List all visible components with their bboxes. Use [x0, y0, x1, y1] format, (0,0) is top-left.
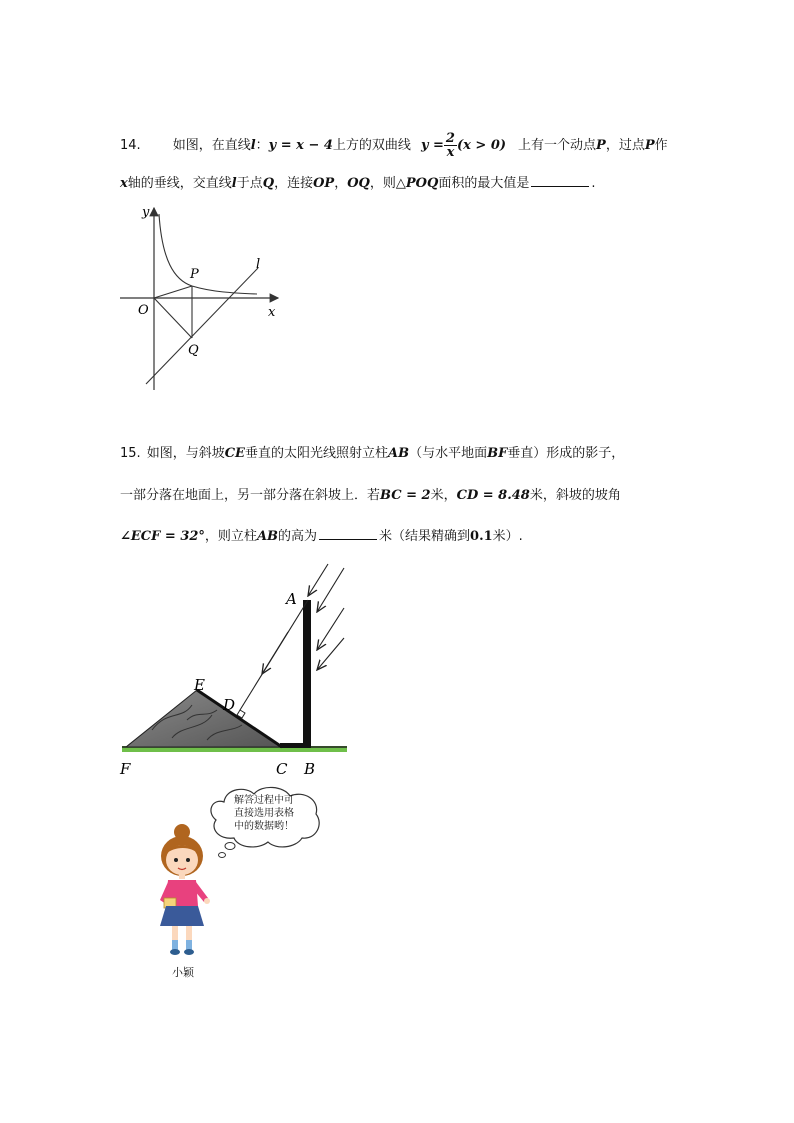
- sun-ray-arrow: [262, 632, 288, 674]
- line-equation: y = x − 4: [268, 138, 333, 153]
- slope-rock: [126, 690, 282, 747]
- bubble-line-1: 解答过程中可: [234, 795, 294, 806]
- q15-line2: 一部分落在地面上，另一部分落在斜坡上．若BC = 2米，CD = 8.48米，斜坡的坡角: [120, 488, 621, 503]
- segment-oq: [154, 298, 192, 338]
- segment-op: [154, 286, 192, 298]
- bubble-line-3: 中的数据哟！: [234, 821, 294, 832]
- answer-blank-15[interactable]: [319, 527, 377, 540]
- hyperbola-curve: [159, 214, 257, 294]
- label-d: D: [223, 696, 236, 714]
- label-x: x: [268, 305, 276, 320]
- sun-ray-3: [317, 608, 344, 650]
- label-p: P: [190, 267, 199, 282]
- answer-blank-14[interactable]: [531, 174, 589, 187]
- girl-illustration: [146, 822, 218, 970]
- sun-ray-top: [308, 564, 328, 596]
- label-y: y: [142, 205, 150, 220]
- q14-number: 14.: [120, 138, 141, 153]
- q14-figure: [112, 200, 292, 395]
- girl-name: 小颖: [172, 966, 194, 979]
- q15-number: 15.: [120, 446, 141, 461]
- label-o: O: [138, 303, 149, 318]
- label-a: A: [286, 590, 297, 608]
- bubble-line-2: 直接选用表格: [234, 808, 294, 819]
- q15-figure: [112, 560, 362, 780]
- label-e: E: [194, 676, 205, 694]
- label-l: l: [256, 257, 261, 272]
- pole-ab: [303, 600, 311, 748]
- label-c: C: [276, 760, 288, 778]
- bubble-text: [224, 794, 304, 833]
- shadow-bc: [280, 743, 306, 748]
- label-b: B: [304, 760, 316, 778]
- hyperbola-fraction: $\frac{2}{x}$: [445, 131, 455, 160]
- line-l: [146, 268, 258, 384]
- q15-line1: 15. 如图，与斜坡CE垂直的太阳光线照射立柱AB（与水平地面BF垂直）形成的影子，: [120, 446, 625, 461]
- q15-line3: ∠ECF = 32°，则立柱AB的高为 米（结果精确到0.1米）.: [120, 529, 523, 544]
- q14-line2: x轴的垂线，交直线l于点Q，连接OP，OQ，则△POQ面积的最大值是 .: [120, 176, 596, 191]
- q14-line1: 14. 如图，在直线l：y = x − 4上方的双曲线 y = $\frac{2}{x}$ (x > 0) 上有一个动点P，过点P作: [120, 131, 668, 160]
- label-q: Q: [188, 343, 199, 358]
- label-f: F: [120, 760, 131, 778]
